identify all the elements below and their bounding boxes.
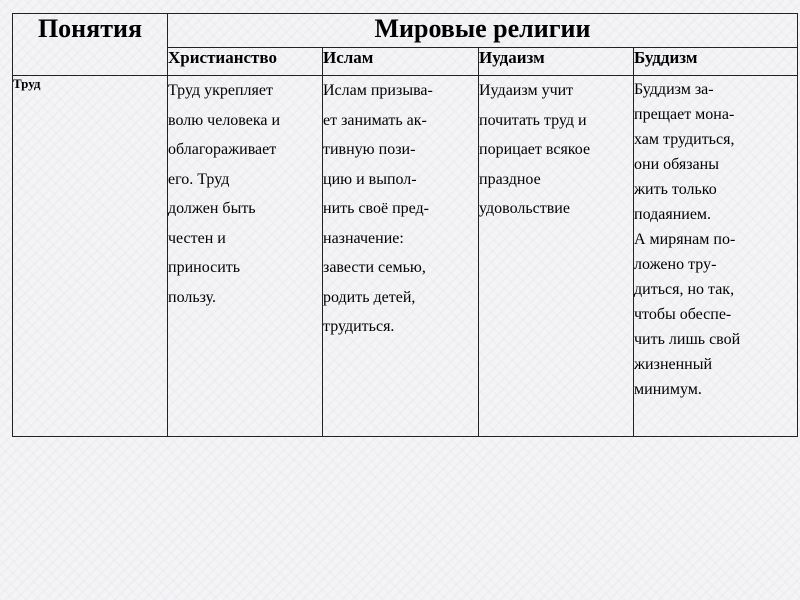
buddhism-header: Буддизм [634,48,798,76]
header-row [13,14,798,48]
text-line: тивную пози- [323,141,416,158]
text-line: прещает мона- [634,106,735,123]
text-line: Буддизм за- [634,81,714,98]
text-line: чтобы обеспе- [634,306,732,323]
text-line: цию и выпол- [323,170,417,188]
text-line: облагораживает [168,141,277,158]
labor-row [13,76,798,437]
text-line: чить лишь свой [634,331,741,348]
text-line: Труд укрепляет [168,82,273,99]
judaism-text [479,76,634,437]
text-line: приносить [168,259,241,276]
text-line: должен быть [168,200,256,217]
text-line: ложено тру- [634,256,717,273]
text-line: жить только [634,181,717,198]
religions-table [12,13,798,437]
islam-header: Ислам [323,48,479,76]
text-line: ет занимать ак- [323,111,427,129]
text-line: они обязаны [634,156,719,173]
concept-labor: Труд [13,76,168,437]
text-line: нить своё пред- [323,200,429,217]
text-line: порицает всякое [479,141,591,158]
text-line: родить детей, [323,288,416,306]
text-line: почитать труд и [479,111,587,129]
text-line: честен и [168,229,226,247]
christianity-header: Христианство [168,48,323,76]
text-line: пользу. [168,288,217,306]
text-line: Иудаизм учит [479,82,574,99]
text-line: жизненный [634,356,713,373]
text-line: хам трудиться, [634,131,735,148]
text-line: назначение: [323,229,404,247]
buddhism-text [634,76,798,437]
text-line: праздное [479,170,541,188]
text-line: трудиться. [323,318,395,335]
text-line: А мирянам по- [634,231,736,248]
judaism-header: Иудаизм [479,48,634,76]
text-line: завести семью, [323,259,426,276]
world-religions-header: Мировые религии [168,14,798,48]
text-line: волю человека и [168,111,281,129]
text-line: удовольствие [479,200,570,217]
text-line: минимум. [634,381,702,398]
concepts-header: Понятия [13,14,168,76]
text-line: подаянием. [634,206,712,223]
text-line: диться, но так, [634,281,735,298]
text-line: его. Труд [168,170,230,188]
text-line: Ислам призыва- [323,82,433,99]
islam-text [323,76,479,437]
christianity-text [168,76,323,437]
